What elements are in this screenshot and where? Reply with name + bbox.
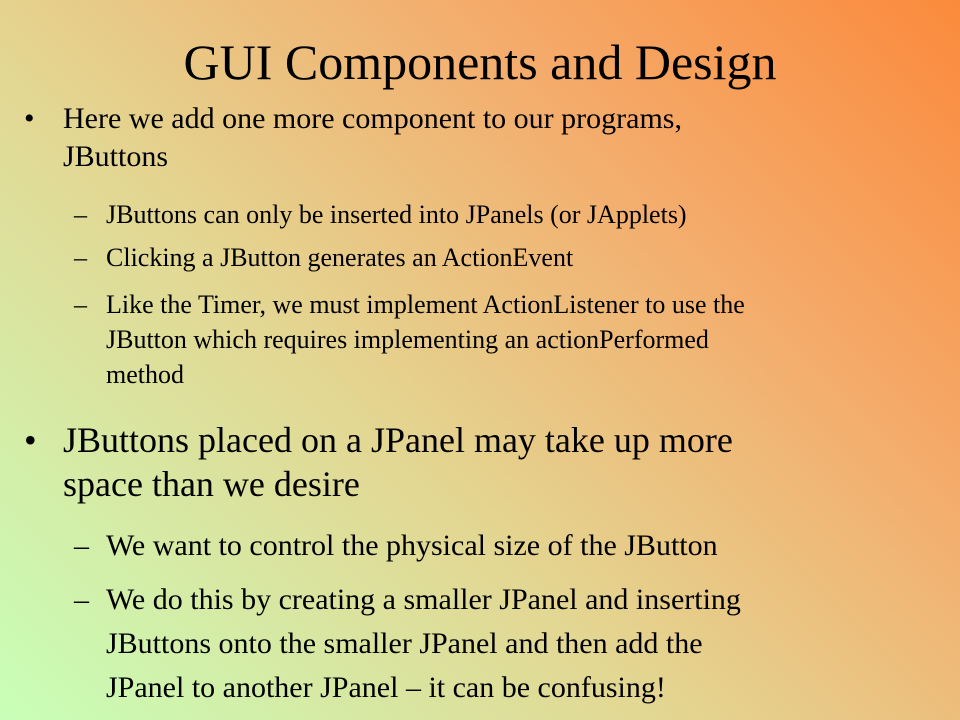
sub-bullet-2-1-text (106, 524, 718, 568)
bullet-1-text (63, 100, 682, 176)
slide-title: GUI Components and Design (183, 34, 777, 90)
bullet-1 (24, 100, 924, 180)
sub-bullet-1-2-line-1: Clicking a JButton generates an ActionEvent (106, 243, 574, 272)
sub-bullet-2-2-text (106, 578, 741, 710)
sub-bullet-1-1-text (106, 197, 687, 232)
dash-icon: – (74, 243, 87, 272)
bullet-dot-icon: • (24, 102, 35, 135)
sub-bullet-1-1-line-1: JButtons can only be inserted into JPanels (or JApplets) (106, 200, 687, 229)
sub-bullet-1-3-line-2: JButton which requires implementing an actionPerformed (106, 325, 709, 354)
sub-bullet-1-3-text (106, 287, 745, 392)
dash-icon: – (74, 200, 87, 229)
bullet-1-line-1: Here we add one more component to our programs, (63, 102, 682, 135)
sub-bullet-1-2-text (106, 240, 573, 275)
bullet-2-text (63, 418, 733, 506)
bullet-2 (24, 418, 924, 508)
dash-icon: – (74, 290, 87, 319)
sub-bullet-2-2-line-2: JButtons onto the smaller JPanel and then add the (106, 627, 703, 660)
dash-icon: – (74, 529, 89, 562)
sub-bullet-2-2-line-1: We do this by creating a smaller JPanel and inserting (106, 583, 741, 616)
bullet-1-line-2: JButtons (63, 140, 169, 173)
bullet-dot-icon: • (24, 420, 37, 460)
sub-bullet-2-2-line-3: JPanel to another JPanel – it can be confusing! (106, 671, 666, 704)
dash-icon: – (74, 583, 89, 616)
bullet-2-line-1: JButtons placed on a JPanel may take up more (63, 420, 733, 460)
bullet-2-line-2: space than we desire (63, 464, 360, 504)
sub-bullet-1-3-line-1: Like the Timer, we must implement ActionListener to use the (106, 290, 745, 319)
sub-bullet-1-3-line-3: method (106, 360, 184, 389)
sub-bullet-2-1-line-1: We want to control the physical size of the JButton (106, 529, 718, 562)
